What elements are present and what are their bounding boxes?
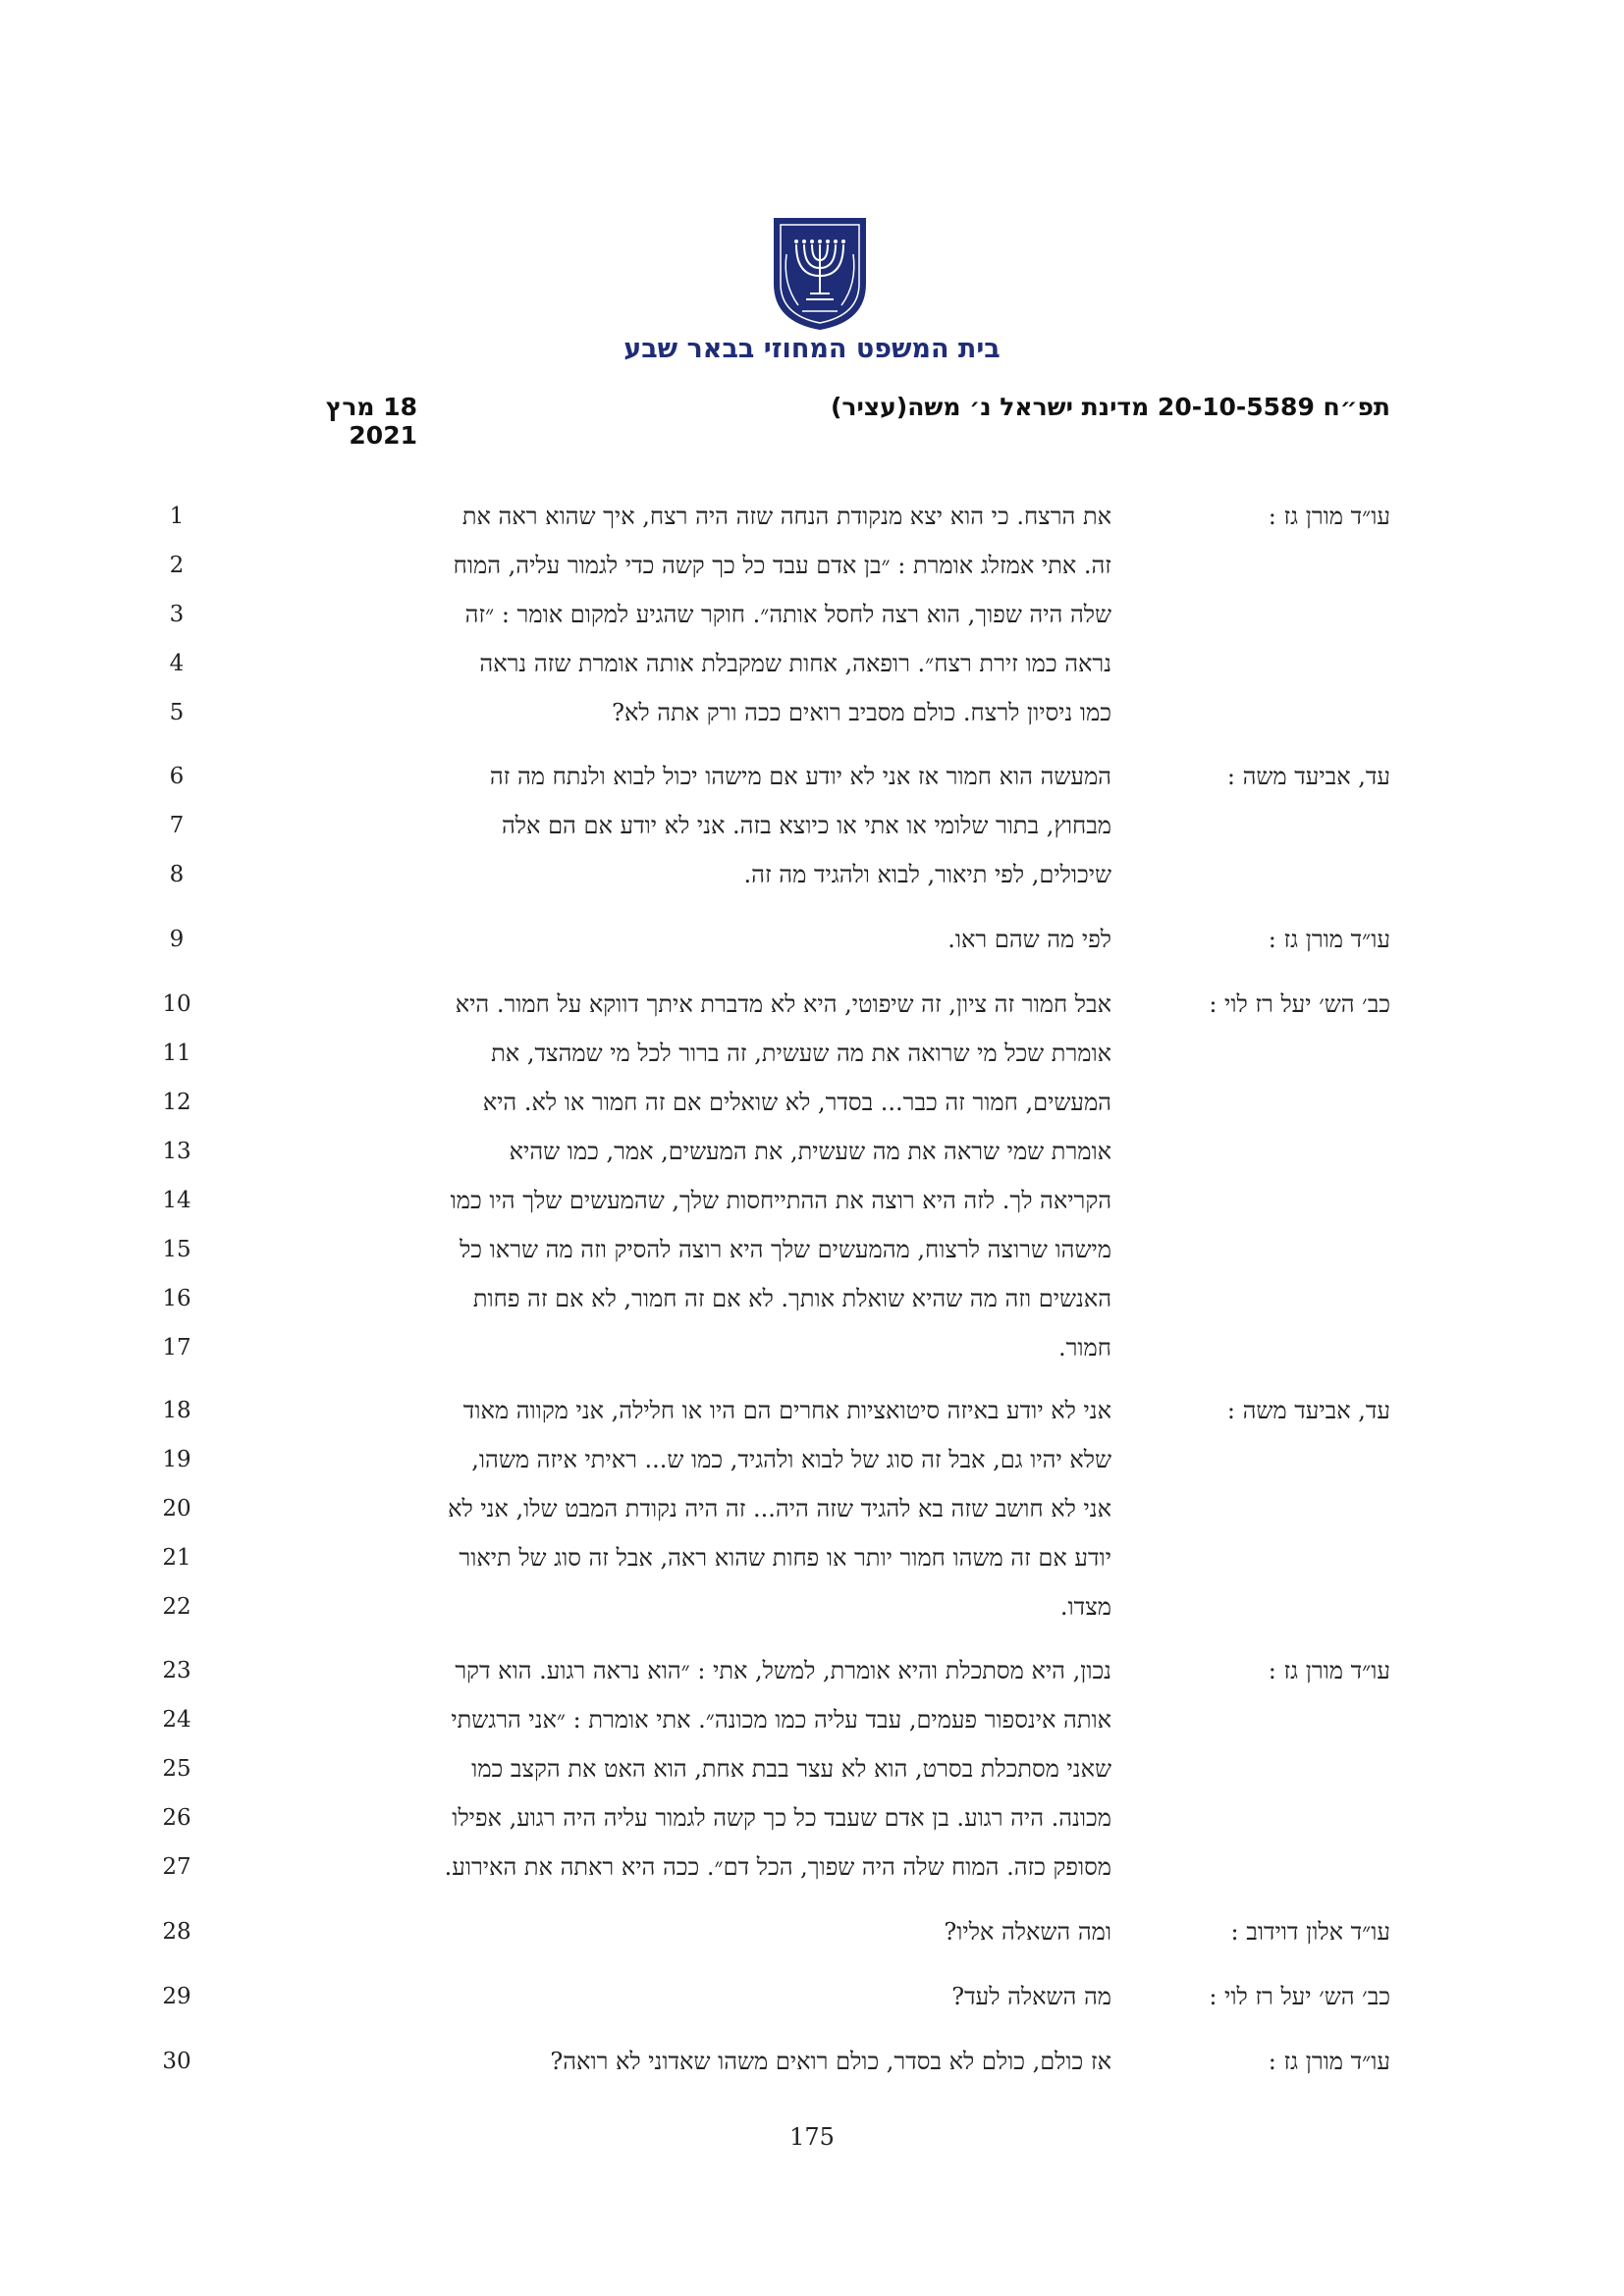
- line-number: 13: [162, 1139, 191, 1164]
- line-text: מישהו שרוצה לרצוח, מהמעשים שלך היא רוצה להסיק וזה מה שראו כל: [460, 1236, 1111, 1263]
- line-number: 8: [169, 862, 185, 887]
- line-text: האנשים וזה מה שהיא שואלת אותך. לא אם זה חמור, לא אם זה פחות: [472, 1285, 1111, 1312]
- page-number: 175: [789, 2123, 835, 2151]
- speaker-label: עו״ד אלון דוידוב :: [1230, 1918, 1390, 1946]
- line-number: 10: [162, 991, 191, 1017]
- transcript-line: [0, 915, 1624, 964]
- speaker-label: כב׳ הש׳ יעל רז לוי :: [1209, 990, 1390, 1018]
- line-number: 24: [162, 1707, 191, 1733]
- line-number: 2: [169, 553, 185, 578]
- transcript-line: [0, 1533, 1624, 1582]
- line-number: 17: [162, 1335, 191, 1361]
- line-text: כמו ניסיון לרצח. כולם מסביב רואים ככה ורק אתה לא?: [612, 699, 1111, 726]
- line-text: מכונה. היה רגוע. בן אדם שעבד כל כך קשה לגמור עליה היה רגוע, אפילו: [452, 1804, 1111, 1832]
- transcript-line: [0, 1484, 1624, 1533]
- speaker-label: עו״ד מורן גז :: [1268, 2048, 1390, 2075]
- line-number: 15: [162, 1237, 191, 1262]
- line-number: 4: [169, 651, 185, 676]
- line-number: 26: [162, 1805, 191, 1831]
- line-number: 28: [162, 1919, 191, 1945]
- speaker-label: עד, אביעד משה :: [1226, 763, 1390, 790]
- transcript-line: [0, 2037, 1624, 2086]
- line-number: 23: [162, 1658, 191, 1683]
- speaker-label: כב׳ הש׳ יעל רז לוי :: [1209, 1983, 1390, 2010]
- line-text: ומה השאלה אליו?: [944, 1918, 1111, 1946]
- line-number: 1: [169, 504, 185, 529]
- line-number: 16: [162, 1286, 191, 1311]
- line-number: 22: [162, 1594, 191, 1620]
- transcript-line: [0, 1274, 1624, 1323]
- transcript-line: [0, 1646, 1624, 1695]
- line-number: 9: [169, 927, 185, 952]
- transcript-line: [0, 801, 1624, 850]
- line-text: אותה אינספור פעמים, עבד עליה כמו מכונה״. אתי אומרת : ״אני הרגשתי: [451, 1706, 1111, 1734]
- line-text: מבחוץ, בתור שלומי או אתי או כיוצא בזה. אני לא יודע אם הם אלה: [502, 812, 1111, 839]
- line-text: שיכולים, לפי תיאור, לבוא ולהגיד מה זה.: [743, 861, 1111, 888]
- transcript-line: [0, 980, 1624, 1029]
- line-text: מצדו.: [1059, 1593, 1111, 1621]
- line-number: 7: [169, 813, 185, 838]
- transcript-line: [0, 850, 1624, 899]
- line-number: 5: [169, 700, 185, 725]
- state-emblem-icon: [769, 215, 871, 331]
- transcript-line: [0, 1582, 1624, 1631]
- line-text: מה השאלה לעד?: [951, 1983, 1111, 2010]
- line-text: שאני מסתכלת בסרט, הוא לא עצר בבת אחת, הוא האט את הקצב כמו: [471, 1755, 1111, 1783]
- line-text: נראה כמו זירת רצח״. רופאה, אחות שמקבלת אותה אומרת שזה נראה: [479, 650, 1111, 677]
- line-text: לפי מה שהם ראו.: [947, 926, 1111, 953]
- case-title: תפ״ח 20-10-5589 מדינת ישראל נ׳ משה(עציר): [830, 393, 1390, 421]
- line-text: הקריאה לך. לזה היא רוצה את ההתייחסות שלך, שהמעשים שלך היו כמו: [450, 1187, 1111, 1214]
- line-number: 27: [162, 1854, 191, 1880]
- line-number: 30: [162, 2049, 191, 2074]
- line-number: 19: [162, 1447, 191, 1472]
- speaker-label: עו״ד מורן גז :: [1268, 1657, 1390, 1684]
- court-name: בית המשפט המחוזי בבאר שבע: [623, 334, 1001, 364]
- line-number: 18: [162, 1398, 191, 1423]
- transcript-line: [0, 1695, 1624, 1744]
- transcript-line: [0, 688, 1624, 737]
- transcript-line: [0, 492, 1624, 541]
- transcript-line: [0, 1972, 1624, 2021]
- speaker-label: עד, אביעד משה :: [1226, 1397, 1390, 1424]
- line-text: אני לא חושב שזה בא להגיד שזה היה... זה היה נקודת המבט שלו, אני לא: [448, 1495, 1111, 1522]
- line-number: 12: [162, 1090, 191, 1115]
- line-number: 3: [169, 602, 185, 627]
- line-number: 21: [162, 1545, 191, 1571]
- transcript-line: [0, 1907, 1624, 1956]
- line-text: זה. אתי אמזלג אומרת : ״בן אדם עבד כל כך קשה כדי לגמור עליה, המוח: [453, 552, 1111, 579]
- line-text: אומרת שכל מי שרואה את מה שעשית, זה ברור לכל מי שמהצד, את: [491, 1040, 1111, 1067]
- transcript-line: [0, 639, 1624, 688]
- hearing-date: 18 מרץ 2021: [325, 393, 417, 450]
- transcript-line: [0, 590, 1624, 639]
- line-text: אבל חמור זה ציון, זה שיפוטי, היא לא מדברת איתך דווקא על חמור. היא: [455, 990, 1111, 1018]
- transcript-line: [0, 1323, 1624, 1372]
- line-text: חמור.: [1058, 1334, 1111, 1362]
- speaker-label: עו״ד מורן גז :: [1268, 926, 1390, 953]
- transcript-line: [0, 1078, 1624, 1127]
- transcript-line: [0, 1793, 1624, 1842]
- transcript-line: [0, 1176, 1624, 1225]
- line-number: 20: [162, 1496, 191, 1522]
- transcript-line: [0, 1744, 1624, 1793]
- line-text: את הרצח. כי הוא יצא מנקודת הנחה שזה היה רצח, איך שהוא ראה את: [461, 503, 1111, 530]
- line-text: יודע אם זה משהו חמור יותר או פחות שהוא ראה, אבל זה סוג של תיאור: [459, 1544, 1111, 1572]
- line-text: שלה היה שפוך, הוא רצה לחסל אותה״. חוקר שהגיע למקום אומר : ״זה: [464, 601, 1111, 628]
- transcript-line: [0, 541, 1624, 590]
- line-number: 14: [162, 1188, 191, 1213]
- transcript-line: [0, 1029, 1624, 1078]
- transcript-line: [0, 1127, 1624, 1176]
- line-text: שלא יהיו גם, אבל זה סוג של לבוא ולהגיד, כמו ש... ראיתי איזה משהו,: [471, 1446, 1111, 1473]
- transcript-line: [0, 752, 1624, 801]
- line-text: אומרת שמי שראה את מה שעשית, את המעשים, אמר, כמו שהיא: [509, 1138, 1111, 1165]
- line-text: מסופק כזה. המוח שלה היה שפוך, הכל דם״. ככה היא ראתה את האירוע.: [444, 1853, 1111, 1881]
- transcript-line: [0, 1386, 1624, 1435]
- line-text: נכון, היא מסתכלת והיא אומרת, למשל, אתי : ״הוא נראה רגוע. הוא דקר: [455, 1657, 1111, 1684]
- line-text: המעשים, חמור זה כבר... בסדר, לא שואלים אם זה חמור או לא. היא: [482, 1089, 1111, 1116]
- line-number: 11: [162, 1041, 191, 1066]
- transcript-line: [0, 1225, 1624, 1274]
- line-number: 6: [169, 764, 185, 789]
- line-text: אז כולם, כולם לא בסדר, כולם רואים משהו שאדוני לא רואה?: [550, 2048, 1111, 2075]
- line-text: המעשה הוא חמור אז אני לא יודע אם מישהו יכול לבוא ולנתח מה זה: [489, 763, 1111, 790]
- transcript-line: [0, 1842, 1624, 1892]
- transcript-line: [0, 1435, 1624, 1484]
- line-number: 29: [162, 1984, 191, 2009]
- line-number: 25: [162, 1756, 191, 1782]
- speaker-label: עו״ד מורן גז :: [1268, 503, 1390, 530]
- line-text: אני לא יודע באיזה סיטואציות אחרים הם היו או חלילה, אני מקווה מאוד: [462, 1397, 1111, 1424]
